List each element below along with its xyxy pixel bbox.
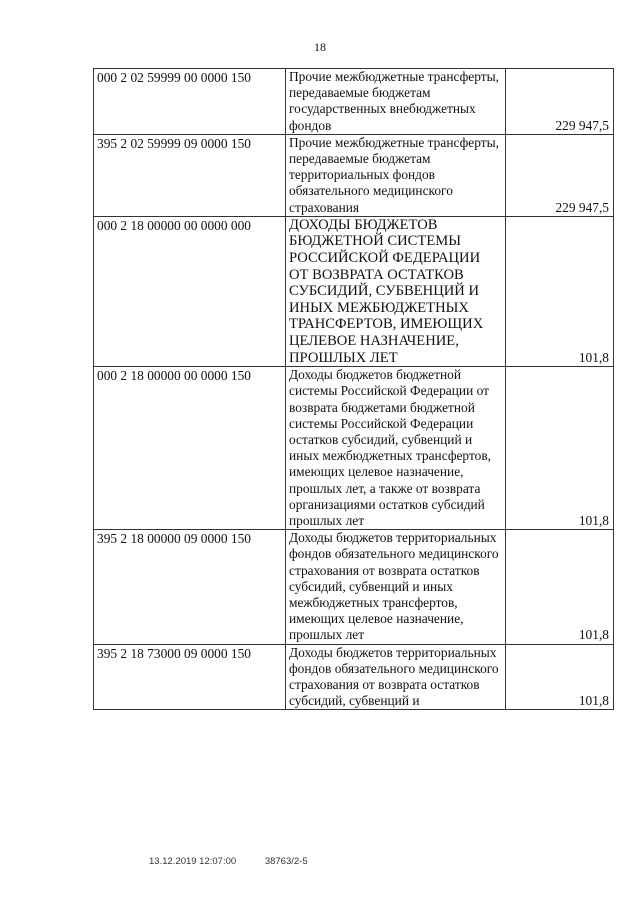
- footer-timestamp: 13.12.2019 12:07:00: [149, 856, 237, 867]
- row-name: Доходы бюджетов территориальных фондов обязательного медицинского страхования от возврата остатков субсидий, субвенций и: [286, 644, 506, 710]
- row-amount: 101,8: [506, 530, 614, 644]
- table-row: [94, 367, 614, 530]
- page-number: 18: [314, 40, 326, 54]
- row-amount: 101,8: [506, 367, 614, 530]
- row-code: 000 2 18 00000 00 0000 150: [94, 367, 286, 530]
- row-name: Доходы бюджетов территориальных фондов обязательного медицинского страхования от возврата остатков субсидий, субвенций и иных межбюджетных трансфертов, имеющих целевое назначение, прошлых лет: [286, 530, 506, 644]
- row-name: Прочие межбюджетные трансферты, передаваемые бюджетам государственных внебюджетных фондов: [286, 69, 506, 135]
- table-row: [94, 216, 614, 366]
- row-amount: 229 947,5: [506, 134, 614, 216]
- row-amount: 101,8: [506, 216, 614, 366]
- budget-table: [93, 68, 614, 710]
- row-code: 000 2 18 00000 00 0000 000: [94, 216, 286, 366]
- row-name: Прочие межбюджетные трансферты, передаваемые бюджетам территориальных фондов обязательного медицинского страхования: [286, 134, 506, 216]
- row-amount: 229 947,5: [506, 69, 614, 135]
- row-code: 395 2 18 00000 09 0000 150: [94, 530, 286, 644]
- footer-doc-id: 38763/2-5: [264, 856, 308, 867]
- table-row: [94, 644, 614, 710]
- page-footer: [149, 856, 308, 867]
- table-row: [94, 530, 614, 644]
- row-name: ДОХОДЫ БЮДЖЕТОВ БЮДЖЕТНОЙ СИСТЕМЫ РОССИЙСКОЙ ФЕДЕРАЦИИ ОТ ВОЗВРАТА ОСТАТКОВ СУБСИДИЙ, СУБВЕНЦИЙ И ИНЫХ МЕЖБЮДЖЕТНЫХ ТРАНСФЕРТОВ, ИМЕЮЩИХ ЦЕЛЕВОЕ НАЗНАЧЕНИЕ, ПРОШЛЫХ ЛЕТ: [286, 216, 506, 366]
- table-row: [94, 134, 614, 216]
- table-row: [94, 69, 614, 135]
- row-code: 000 2 02 59999 00 0000 150: [94, 69, 286, 135]
- row-name: Доходы бюджетов бюджетной системы Российской Федерации от возврата бюджетами бюджетной системы Российской Федерации остатков субсидий, субвенций и иных межбюджетных трансфертов, имеющих целевое назначение, прошлых лет, а также от возврата организациями остатков субсидий прошлых лет: [286, 367, 506, 530]
- row-amount: 101,8: [506, 644, 614, 710]
- row-code: 395 2 18 73000 09 0000 150: [94, 644, 286, 710]
- row-code: 395 2 02 59999 09 0000 150: [94, 134, 286, 216]
